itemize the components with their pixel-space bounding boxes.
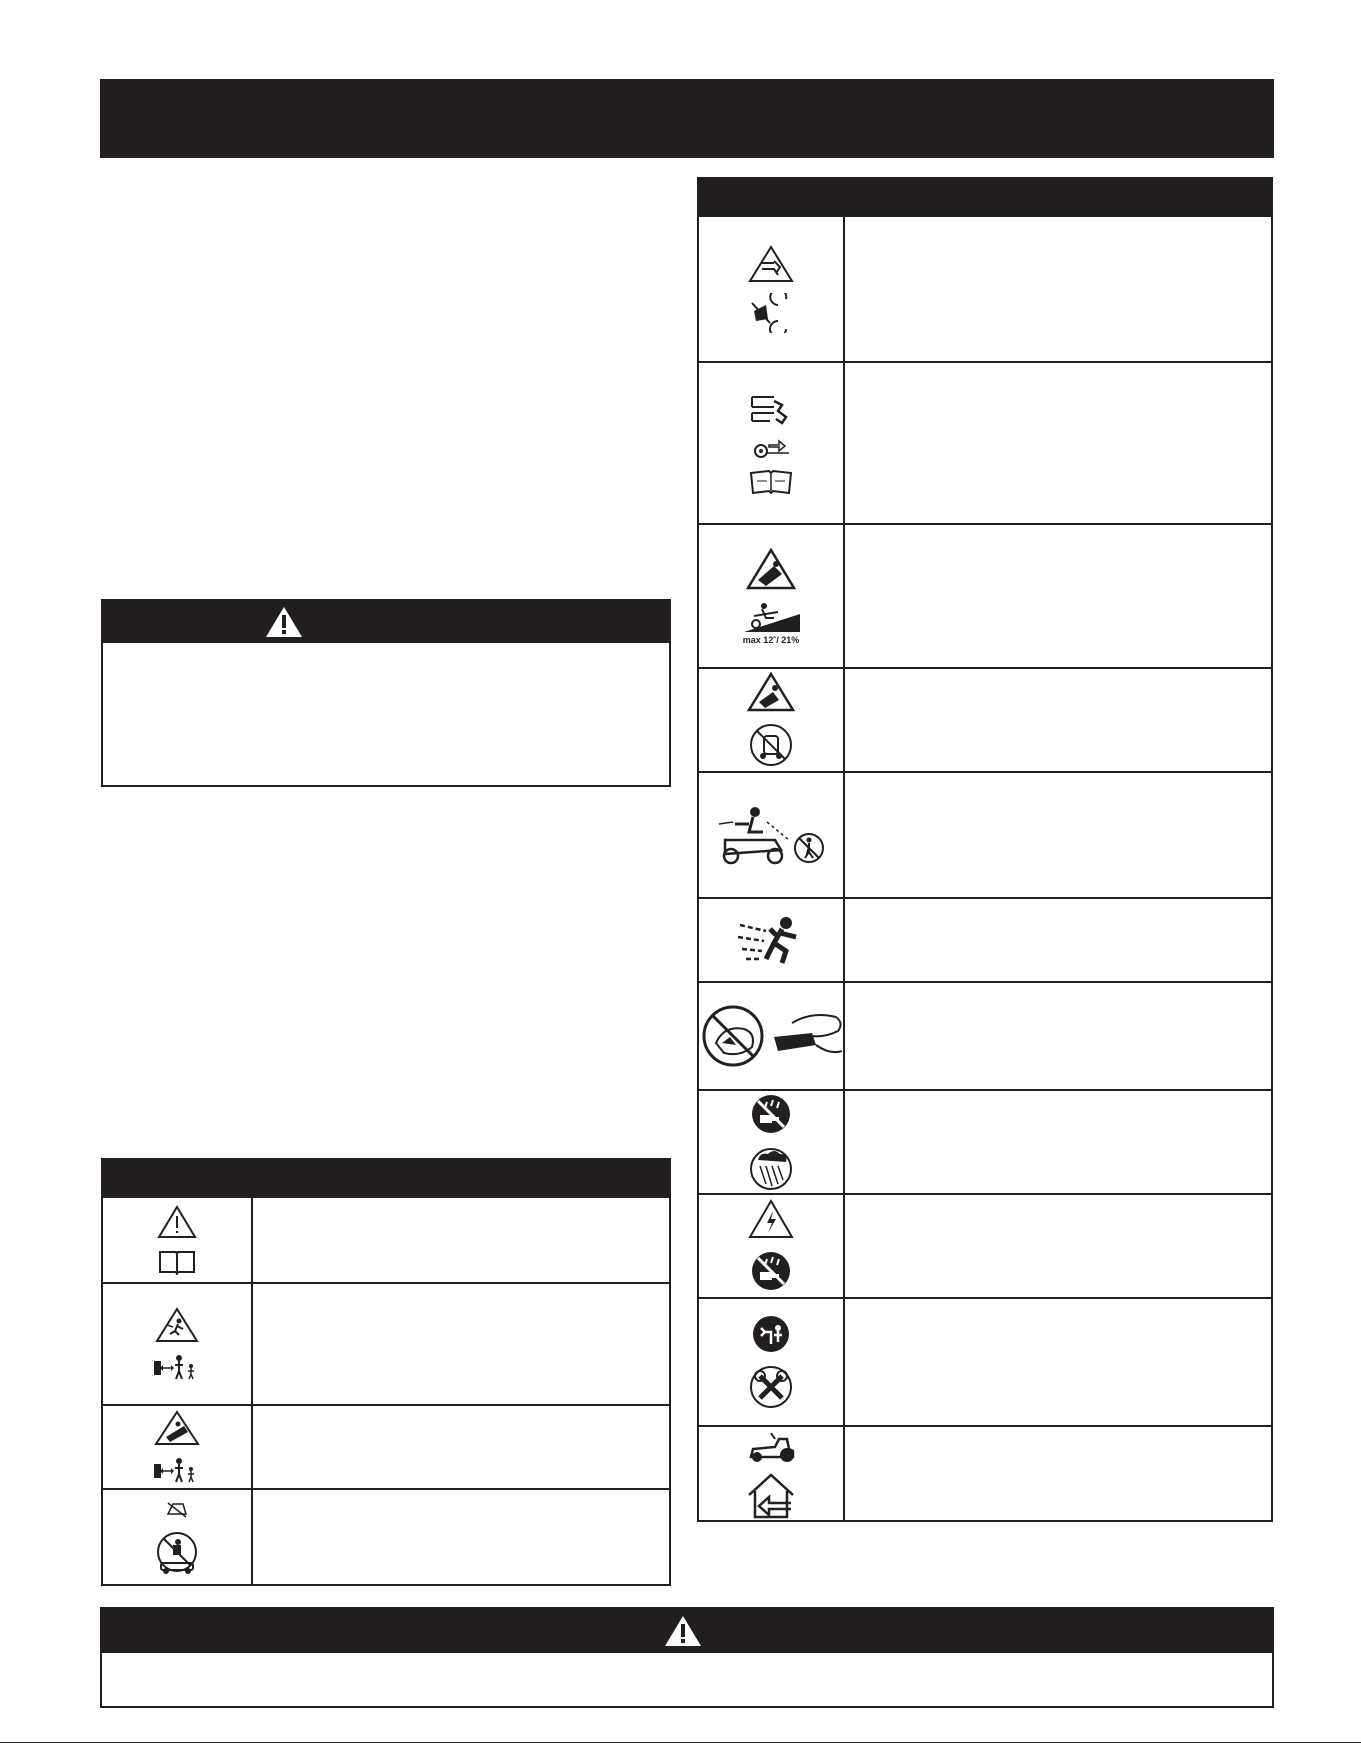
no-turning-on-slopes-icon xyxy=(748,722,794,768)
table-row xyxy=(699,771,1271,897)
warning-box-top xyxy=(101,599,671,787)
row-text xyxy=(845,669,1271,771)
row-icons xyxy=(699,1195,845,1297)
row-icons xyxy=(103,1490,253,1586)
row-icons xyxy=(699,983,845,1089)
discharge-chute-icon xyxy=(772,1005,842,1067)
row-icons xyxy=(699,669,845,771)
safety-symbols-table-right xyxy=(697,177,1273,1522)
max-slope-icon xyxy=(740,600,802,634)
table-row xyxy=(699,1193,1271,1297)
store-indoors-icon xyxy=(745,1473,797,1519)
row-icons xyxy=(103,1198,253,1282)
table-row xyxy=(699,1089,1271,1193)
row-icons xyxy=(103,1284,253,1404)
row-text xyxy=(845,217,1271,361)
no-rain-icon xyxy=(748,1146,794,1192)
row-icons xyxy=(699,1299,845,1425)
row-icons xyxy=(699,899,845,981)
thrown-debris-person-icon xyxy=(736,915,806,965)
keep-bystanders-away-icon xyxy=(152,1456,202,1484)
row-icons xyxy=(699,217,845,361)
operator-manual-icon xyxy=(158,1249,196,1275)
row-icons xyxy=(699,363,845,523)
riding-mower-icon xyxy=(745,1431,797,1463)
warning-icon xyxy=(265,606,303,638)
row-icons xyxy=(699,773,845,897)
row-text xyxy=(253,1490,669,1586)
table-row xyxy=(699,217,1271,361)
table-row xyxy=(699,981,1271,1089)
table-header xyxy=(699,179,1271,217)
max-slope-group xyxy=(740,600,802,645)
tip-over-triangle-icon xyxy=(747,672,795,712)
row-text xyxy=(845,899,1271,981)
slope-rollover-triangle-icon xyxy=(746,548,796,590)
row-text xyxy=(253,1406,669,1488)
no-tools-icon xyxy=(748,1364,794,1410)
safety-symbols-table-left xyxy=(101,1158,671,1586)
table-row xyxy=(699,1425,1271,1522)
table-row xyxy=(103,1198,669,1282)
warning-box-top-header xyxy=(103,601,669,643)
row-text xyxy=(845,1091,1271,1193)
read-manual-icon xyxy=(747,469,795,495)
row-text xyxy=(253,1284,669,1404)
table-row xyxy=(103,1488,669,1586)
blade-hazard-icon xyxy=(748,391,794,427)
no-mowing-without-chute-icon xyxy=(700,1003,766,1069)
row-icons xyxy=(699,525,845,667)
warning-box-bottom xyxy=(100,1607,1274,1708)
row-text xyxy=(845,983,1271,1089)
page-footer-rule xyxy=(0,1742,1361,1743)
no-passengers-icon xyxy=(165,1500,189,1520)
no-wet-electrical-icon xyxy=(749,1092,793,1136)
row-text xyxy=(845,773,1271,897)
table-row xyxy=(103,1282,669,1404)
table-row xyxy=(699,361,1271,523)
row-text xyxy=(845,1427,1271,1522)
row-text xyxy=(845,525,1271,667)
stop-engine-rotating-parts-icon xyxy=(748,293,794,333)
table-row xyxy=(699,667,1271,771)
table-row xyxy=(699,1297,1271,1425)
keep-bystanders-away-icon xyxy=(152,1353,202,1381)
row-text xyxy=(845,363,1271,523)
table-row xyxy=(699,523,1271,667)
row-text xyxy=(253,1198,669,1282)
thrown-objects-triangle-icon xyxy=(155,1307,199,1343)
row-text xyxy=(845,1299,1271,1425)
blade-cut-triangle-icon xyxy=(748,245,794,283)
table-header xyxy=(103,1160,669,1198)
warning-icon xyxy=(664,1615,702,1647)
row-icons xyxy=(699,1427,845,1522)
table-row xyxy=(103,1404,669,1488)
row-text xyxy=(845,1195,1271,1297)
warning-triangle-icon xyxy=(157,1205,197,1239)
no-riders-on-mower-icon xyxy=(153,1530,201,1576)
remove-key-icon xyxy=(751,437,791,459)
table-row xyxy=(699,897,1271,981)
electrical-hazard-triangle-icon xyxy=(748,1199,794,1239)
max-slope-label: max 12˚/ 21% xyxy=(742,634,800,645)
warning-box-bottom-header xyxy=(102,1609,1272,1653)
look-behind-reversing-icon xyxy=(715,802,827,868)
row-icons xyxy=(699,1091,845,1193)
row-icons xyxy=(103,1406,253,1488)
rollover-triangle-icon xyxy=(154,1410,200,1446)
no-wet-electrical-icon xyxy=(749,1249,793,1293)
page-title-banner xyxy=(100,79,1274,158)
qualified-service-icon xyxy=(751,1314,791,1354)
